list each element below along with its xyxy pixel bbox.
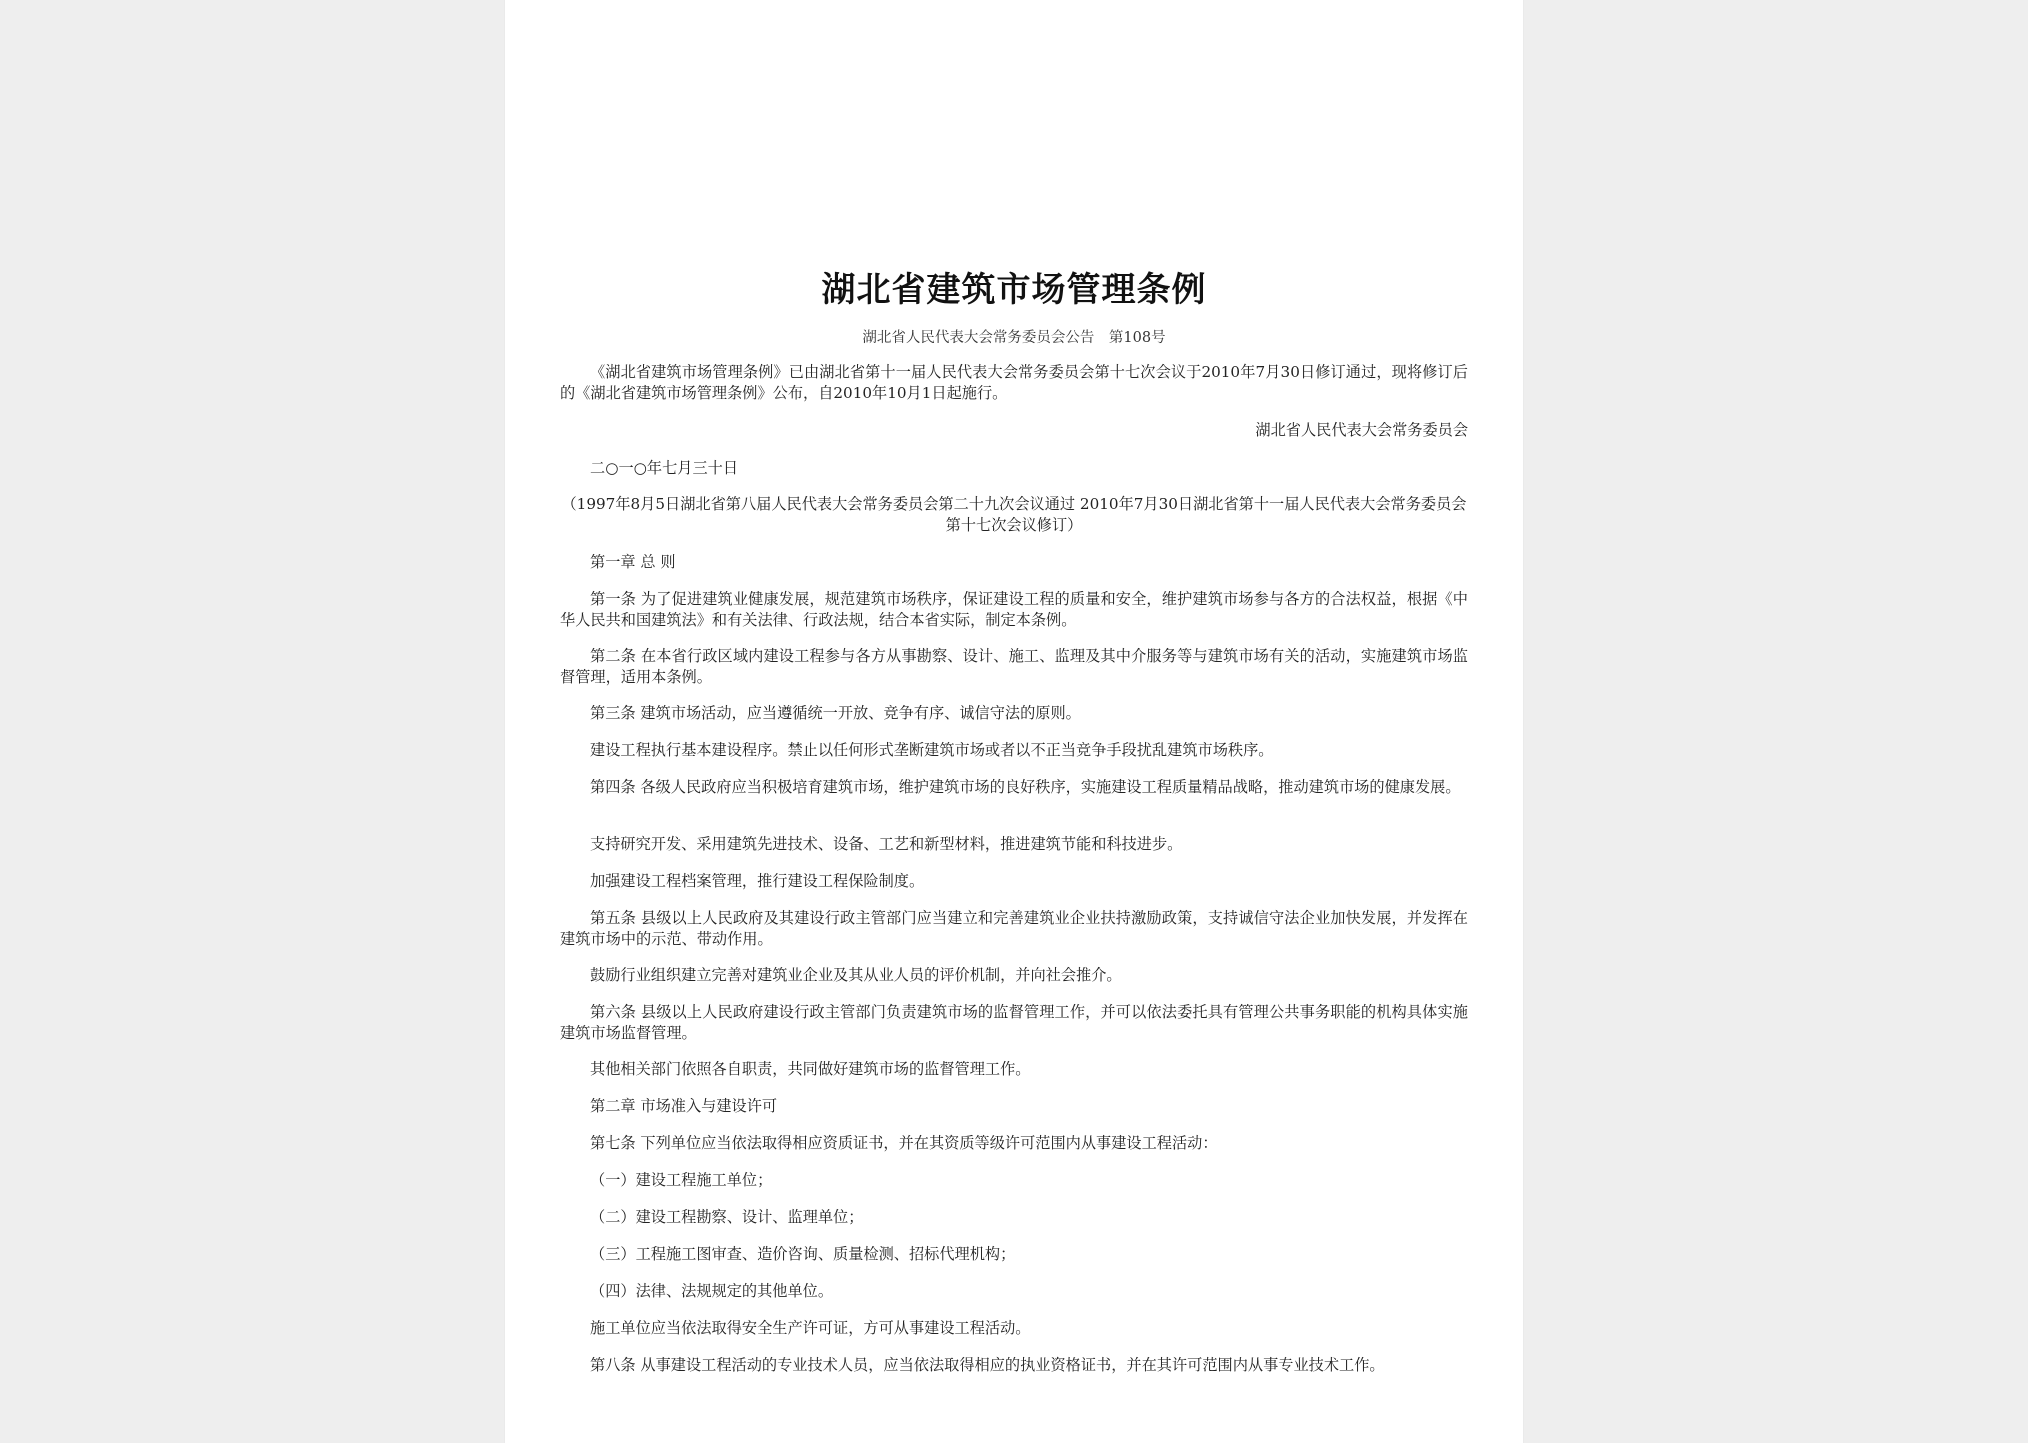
document-title: 湖北省建筑市场管理条例 bbox=[821, 270, 1207, 310]
chapter-heading: 第一章 总 则 bbox=[590, 553, 676, 571]
article-3-paragraph: 建设工程执行基本建设程序。禁止以任何形式垄断建筑市场或者以不正当竞争手段扰乱建筑市场秩序。 bbox=[590, 741, 1274, 759]
announcement-number: 湖北省人民代表大会常务委员会公告 第108号 bbox=[862, 330, 1166, 346]
adoption-note: （1997年8月5日湖北省第八届人民代表大会常务委员会第二十九次会议通过 2010年7月30日湖北省第十一届人民代表大会常务委员会第十七次会议修订） bbox=[561, 495, 1467, 534]
chapter-heading: 第二章 市场准入与建设许可 bbox=[590, 1097, 778, 1115]
article-5: 第五条 县级以上人民政府及其建设行政主管部门应当建立和完善建筑业企业扶持激励政策，支持诚信守法企业加快发展，并发挥在建筑市场中的示范、带动作用。 bbox=[560, 909, 1468, 948]
list-item: （四）法律、法规规定的其他单位。 bbox=[590, 1282, 833, 1300]
article-4: 第四条 各级人民政府应当积极培育建筑市场，维护建筑市场的良好秩序，实施建设工程质量精品战略，推动建筑市场的健康发展。 bbox=[590, 778, 1461, 796]
article-1: 第一条 为了促进建筑业健康发展，规范建筑市场秩序，保证建设工程的质量和安全，维护建筑市场参与各方的合法权益，根据《中华人民共和国建筑法》和有关法律、行政法规，结合本省实际，制定本条例。 bbox=[560, 590, 1468, 629]
document-page bbox=[505, 0, 1523, 1443]
article-7-paragraph: 施工单位应当依法取得安全生产许可证，方可从事建设工程活动。 bbox=[590, 1319, 1031, 1337]
issuer: 湖北省人民代表大会常务委员会 bbox=[1255, 421, 1468, 439]
issue-date: 二○一○年七月三十日 bbox=[590, 459, 739, 477]
list-item: （二）建设工程勘察、设计、监理单位； bbox=[590, 1208, 864, 1226]
article-6-paragraph: 其他相关部门依照各自职责，共同做好建筑市场的监督管理工作。 bbox=[590, 1060, 1031, 1078]
article-6: 第六条 县级以上人民政府建设行政主管部门负责建筑市场的监督管理工作，并可以依法委托具有管理公共事务职能的机构具体实施建筑市场监督管理。 bbox=[560, 1003, 1468, 1042]
article-7: 第七条 下列单位应当依法取得相应资质证书，并在其资质等级许可范围内从事建设工程活动： bbox=[590, 1134, 1218, 1152]
article-5-paragraph: 鼓励行业组织建立完善对建筑业企业及其从业人员的评价机制，并向社会推介。 bbox=[590, 966, 1122, 984]
article-8: 第八条 从事建设工程活动的专业技术人员，应当依法取得相应的执业资格证书，并在其许可范围内从事专业技术工作。 bbox=[590, 1356, 1385, 1374]
article-2: 第二条 在本省行政区域内建设工程参与各方从事勘察、设计、施工、监理及其中介服务等与建筑市场有关的活动，实施建筑市场监督管理，适用本条例。 bbox=[560, 647, 1468, 686]
intro-paragraph: 《湖北省建筑市场管理条例》已由湖北省第十一届人民代表大会常务委员会第十七次会议于2010年7月30日修订通过，现将修订后的《湖北省建筑市场管理条例》公布，自2010年10月1日起施行。 bbox=[560, 363, 1468, 402]
article-3: 第三条 建筑市场活动，应当遵循统一开放、竞争有序、诚信守法的原则。 bbox=[590, 704, 1081, 722]
list-item: （一）建设工程施工单位； bbox=[590, 1171, 773, 1189]
article-4-paragraph-2: 支持研究开发、采用建筑先进技术、设备、工艺和新型材料，推进建筑节能和科技进步。 bbox=[590, 835, 1183, 853]
list-item: （三）工程施工图审查、造价咨询、质量检测、招标代理机构； bbox=[590, 1245, 1016, 1263]
article-4-paragraph-3: 加强建设工程档案管理，推行建设工程保险制度。 bbox=[590, 872, 925, 890]
